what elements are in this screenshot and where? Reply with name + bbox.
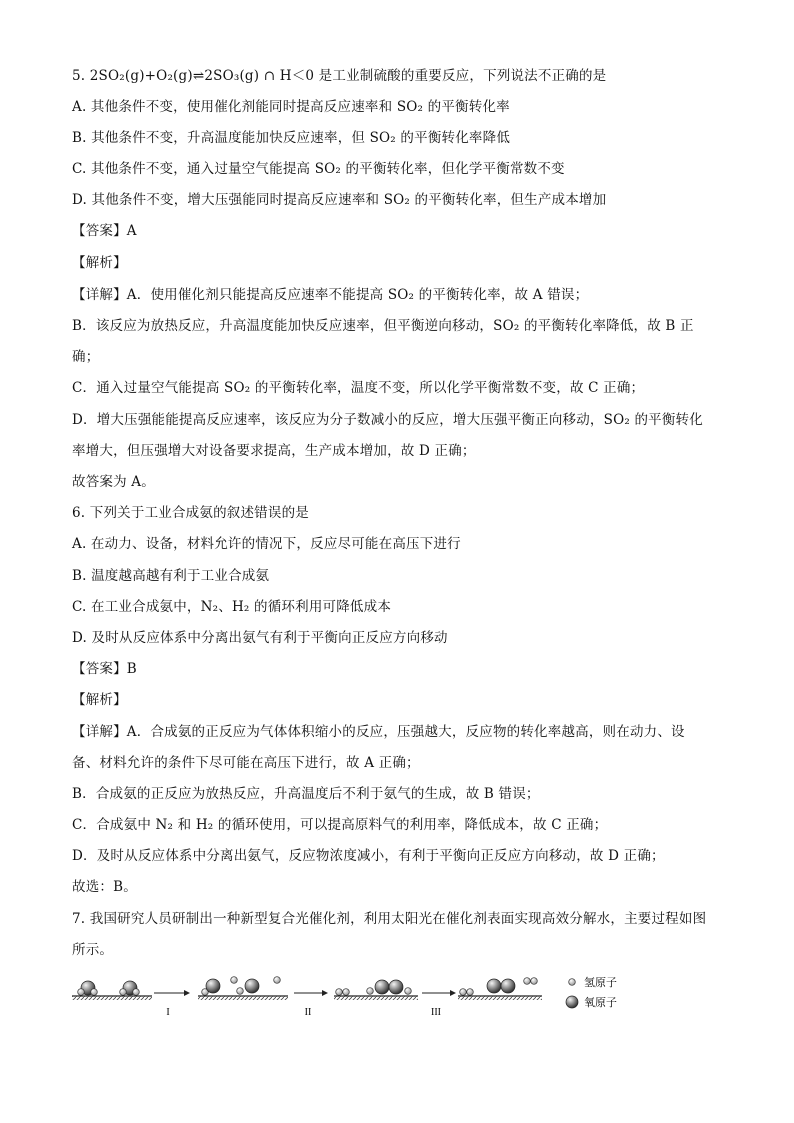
- step-label: I: [166, 1007, 170, 1018]
- q6-detail-line: 备、材料允许的条件下尽可能在高压下进行，故 A 正确；: [72, 755, 420, 771]
- legend-oxygen-icon: [566, 996, 578, 1008]
- legend: [566, 975, 617, 1009]
- q6-stem: 6. 下列关于工业合成氨的叙述错误的是: [72, 505, 309, 521]
- q5-answer: 【答案】A: [72, 223, 137, 239]
- water-molecule: [120, 981, 140, 995]
- step-arrow: [154, 990, 190, 1018]
- hydrogen-atom: [343, 989, 350, 996]
- hydrogen-atom: [531, 978, 538, 985]
- q5-detail-line: 【详解】A．使用催化剂只能提高反应速率不能提高 SO₂ 的平衡转化率，故 A 错误；: [72, 287, 589, 303]
- oxygen-atom: [487, 979, 501, 993]
- step-label: II: [304, 1007, 312, 1018]
- q6-detail-line: D．及时从反应体系中分离出氨气，反应物浓度减小，有利于平衡向正反应方向移动，故 D 正确；: [72, 848, 665, 864]
- q6-option-a: A. 在动力、设备，材料允许的情况下，反应尽可能在高压下进行: [72, 536, 461, 552]
- q5-option-c: C. 其他条件不变，通入过量空气能提高 SO₂ 的平衡转化率，但化学平衡常数不变: [72, 161, 565, 177]
- hydrogen-atom: [237, 988, 244, 995]
- catalyst-surface: [72, 996, 152, 1000]
- q5-detail-line: B．该反应为放热反应，升高温度能加快反应速率，但平衡逆向移动，SO₂ 的平衡转化率降低，故 B 正: [72, 318, 694, 334]
- hydrogen-atom: [460, 989, 467, 996]
- q6-detail-line: C．合成氨中 N₂ 和 H₂ 的循环使用，可以提高原料气的利用率，降低成本，故 C 正确；: [72, 817, 608, 833]
- oxygen-atom: [375, 980, 389, 994]
- q5-option-d: D. 其他条件不变，增大压强能同时提高反应速率和 SO₂ 的平衡转化率，但生产成本增加: [72, 192, 607, 208]
- step-arrow: [294, 990, 328, 1018]
- catalyst-surface: [334, 996, 418, 1000]
- hydrogen-atom: [467, 989, 474, 996]
- hydrogen-atom: [274, 977, 281, 984]
- legend-hydrogen-label: 氢原子: [584, 976, 617, 989]
- q6-answer: 【答案】B: [72, 661, 137, 677]
- hydrogen-atom: [524, 978, 531, 985]
- q5-detail-line: 确；: [72, 349, 100, 365]
- q5-detail-line: 率增大，但压强增大对设备要求提高，生产成本增加，故 D 正确；: [72, 443, 476, 459]
- water-splitting-diagram: [72, 965, 632, 1025]
- step-label: III: [431, 1007, 441, 1018]
- q6-option-c: C. 在工业合成氨中，N₂、H₂ 的循环利用可降低成本: [72, 599, 392, 615]
- q6-detail-line: B．合成氨的正反应为放热反应，升高温度后不利于氨气的生成，故 B 错误；: [72, 786, 540, 802]
- q5-stem: 5. 2SO₂(g)+O₂(g)⇌2SO₃(g) ∩ H＜0 是工业制硫酸的重要反应，下列说法不正确的是: [72, 68, 607, 84]
- q5-detail-line: D．增大压强能能提高反应速率，该反应为分子数减小的反应，增大压强平衡正向移动，SO₂ 的平衡转化: [72, 412, 703, 428]
- q6-analysis-heading: 【解析】: [72, 692, 127, 708]
- oxygen-atom: [501, 979, 515, 993]
- catalyst-surface: [458, 996, 542, 1000]
- hydrogen-atom: [367, 988, 374, 995]
- q5-analysis-heading: 【解析】: [72, 255, 127, 271]
- step-arrow: [422, 990, 456, 1018]
- oxygen-atom: [389, 980, 403, 994]
- q5-option-b: B. 其他条件不变，升高温度能加快反应速率，但 SO₂ 的平衡转化率降低: [72, 130, 511, 146]
- q7-stem-line: 7. 我国研究人员研制出一种新型复合光催化剂，利用太阳光在催化剂表面实现高效分解水，主要过程如图: [72, 911, 707, 927]
- water-molecule: [78, 981, 98, 995]
- hydrogen-atom: [405, 988, 412, 995]
- q6-option-d: D. 及时从反应体系中分离出氨气有利于平衡向正反应方向移动: [72, 630, 448, 646]
- q6-option-b: B. 温度越高越有利于工业合成氨: [72, 568, 270, 584]
- oxygen-atom: [206, 979, 220, 993]
- oxygen-atom: [245, 979, 259, 993]
- q7-stem-line: 所示。: [72, 942, 114, 958]
- q6-detail-line: 【详解】A．合成氨的正反应为气体体积缩小的反应，压强越大，反应物的转化率越高，则在动力、设: [72, 724, 685, 740]
- q5-detail-line: 故答案为 A。: [72, 474, 155, 490]
- hydrogen-atom: [336, 989, 343, 996]
- hydrogen-atom: [231, 977, 238, 984]
- catalyst-surface: [198, 996, 288, 1000]
- q5-detail-line: C．通入过量空气能提高 SO₂ 的平衡转化率，温度不变，所以化学平衡常数不变，故 C 正确；: [72, 380, 645, 396]
- legend-hydrogen-icon: [569, 979, 576, 986]
- legend-oxygen-label: 氧原子: [584, 996, 617, 1009]
- q5-option-a: A. 其他条件不变，使用催化剂能同时提高反应速率和 SO₂ 的平衡转化率: [72, 99, 510, 115]
- q6-detail-line: 故选：B。: [72, 879, 137, 895]
